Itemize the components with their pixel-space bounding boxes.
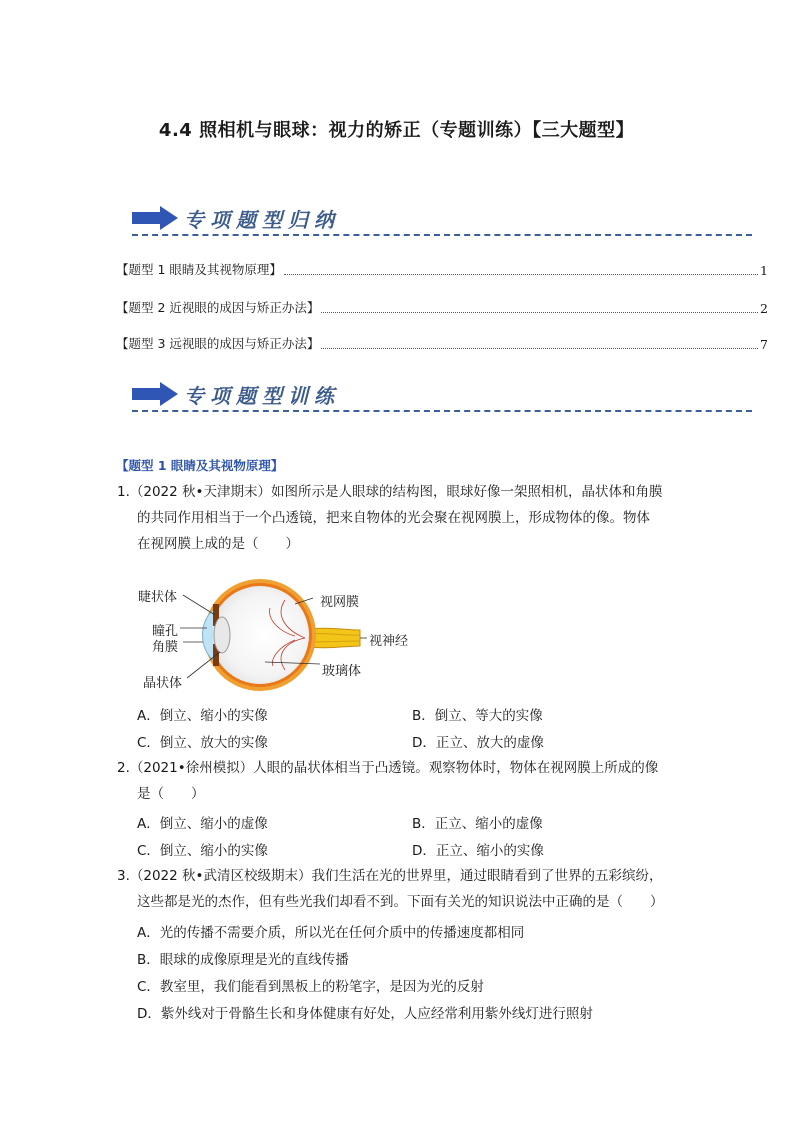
label-cornea: 角膜 bbox=[152, 640, 179, 655]
question-line: 这些都是光的杰作，但有些光我们却看不到。下面有关光的知识说法中正确的是（ ） bbox=[137, 894, 664, 910]
toc-item-2[interactable] bbox=[116, 298, 768, 316]
question-1 bbox=[117, 479, 677, 557]
toc-label: 【题型 3 远视眼的成因与矫正办法】 bbox=[116, 336, 320, 351]
question-line: 1.（2022 秋•天津期末）如图所示是人眼球的结构图，眼球好像一架照相机，晶状体和角膜 bbox=[117, 484, 663, 500]
question-line: 的共同作用相当于一个凸透镜，把来自物体的光会聚在视网膜上，形成物体的像。物体 bbox=[137, 510, 650, 526]
q3-option-d[interactable]: D．紫外线对于骨骼生长和身体健康有好处，人应经常利用紫外线灯进行照射 bbox=[137, 1006, 593, 1022]
q3-option-b[interactable]: B．眼球的成像原理是光的直线传播 bbox=[137, 952, 349, 968]
q3-option-c[interactable]: C．教室里，我们能看到黑板上的粉笔字，是因为光的反射 bbox=[137, 979, 484, 995]
question-line: 2.（2021•徐州模拟）人眼的晶状体相当于凸透镜。观察物体时，物体在视网膜上所成的像 bbox=[117, 760, 659, 776]
question-line: 是（ ） bbox=[137, 786, 205, 802]
banner-text: 专项题型训练 bbox=[184, 384, 340, 408]
label-ciliary-body: 睫状体 bbox=[138, 590, 178, 605]
q2-option-d[interactable]: D．正立、缩小的实像 bbox=[412, 843, 544, 859]
section-banner-training bbox=[132, 378, 752, 412]
divider bbox=[132, 410, 752, 412]
q2-option-c[interactable]: C．倒立、缩小的实像 bbox=[137, 843, 268, 859]
label-pupil: 瞳孔 bbox=[152, 624, 179, 639]
toc-leader bbox=[321, 348, 758, 349]
toc-leader bbox=[284, 274, 758, 275]
q1-option-b[interactable]: B．倒立、等大的实像 bbox=[412, 708, 543, 724]
toc-item-1[interactable] bbox=[116, 260, 768, 278]
arrow-right-icon bbox=[132, 382, 178, 406]
banner-text: 专项题型归纳 bbox=[184, 208, 340, 232]
section-banner-summary bbox=[132, 202, 752, 236]
label-retina: 视网膜 bbox=[320, 595, 360, 610]
label-lens: 晶状体 bbox=[143, 676, 183, 691]
q3-option-a[interactable]: A．光的传播不需要介质，所以光在任何介质中的传播速度都相同 bbox=[137, 925, 525, 941]
section-heading: 【题型 1 眼睛及其视物原理】 bbox=[116, 458, 284, 473]
toc-page: 1 bbox=[760, 263, 768, 278]
q1-option-a[interactable]: A．倒立、缩小的实像 bbox=[137, 708, 268, 724]
label-optic-nerve: 视神经 bbox=[369, 634, 409, 649]
toc-page: 7 bbox=[760, 337, 768, 352]
arrow-right-icon bbox=[132, 206, 178, 230]
question-2 bbox=[117, 755, 677, 807]
toc-leader bbox=[321, 312, 758, 313]
question-line: 在视网膜上成的是（ ） bbox=[137, 536, 299, 552]
page-title: 4.4 照相机与眼球：视力的矫正（专题训练）【三大题型】 bbox=[158, 120, 635, 141]
q1-option-d[interactable]: D．正立、放大的虚像 bbox=[412, 735, 544, 751]
question-3 bbox=[117, 863, 677, 915]
toc-label: 【题型 1 眼睛及其视物原理】 bbox=[116, 262, 282, 277]
toc-label: 【题型 2 近视眼的成因与矫正办法】 bbox=[116, 300, 320, 315]
label-vitreous-body: 玻璃体 bbox=[322, 664, 362, 679]
toc-page: 2 bbox=[760, 301, 768, 316]
question-line: 3.（2022 秋•武清区校级期末）我们生活在光的世界里，通过眼睛看到了世界的五彩缤纷， bbox=[117, 868, 663, 884]
divider bbox=[132, 234, 752, 236]
toc-item-3[interactable] bbox=[116, 334, 768, 352]
q2-option-a[interactable]: A．倒立、缩小的虚像 bbox=[137, 816, 268, 832]
q1-option-c[interactable]: C．倒立、放大的实像 bbox=[137, 735, 268, 751]
q2-option-b[interactable]: B．正立、缩小的虚像 bbox=[412, 816, 543, 832]
